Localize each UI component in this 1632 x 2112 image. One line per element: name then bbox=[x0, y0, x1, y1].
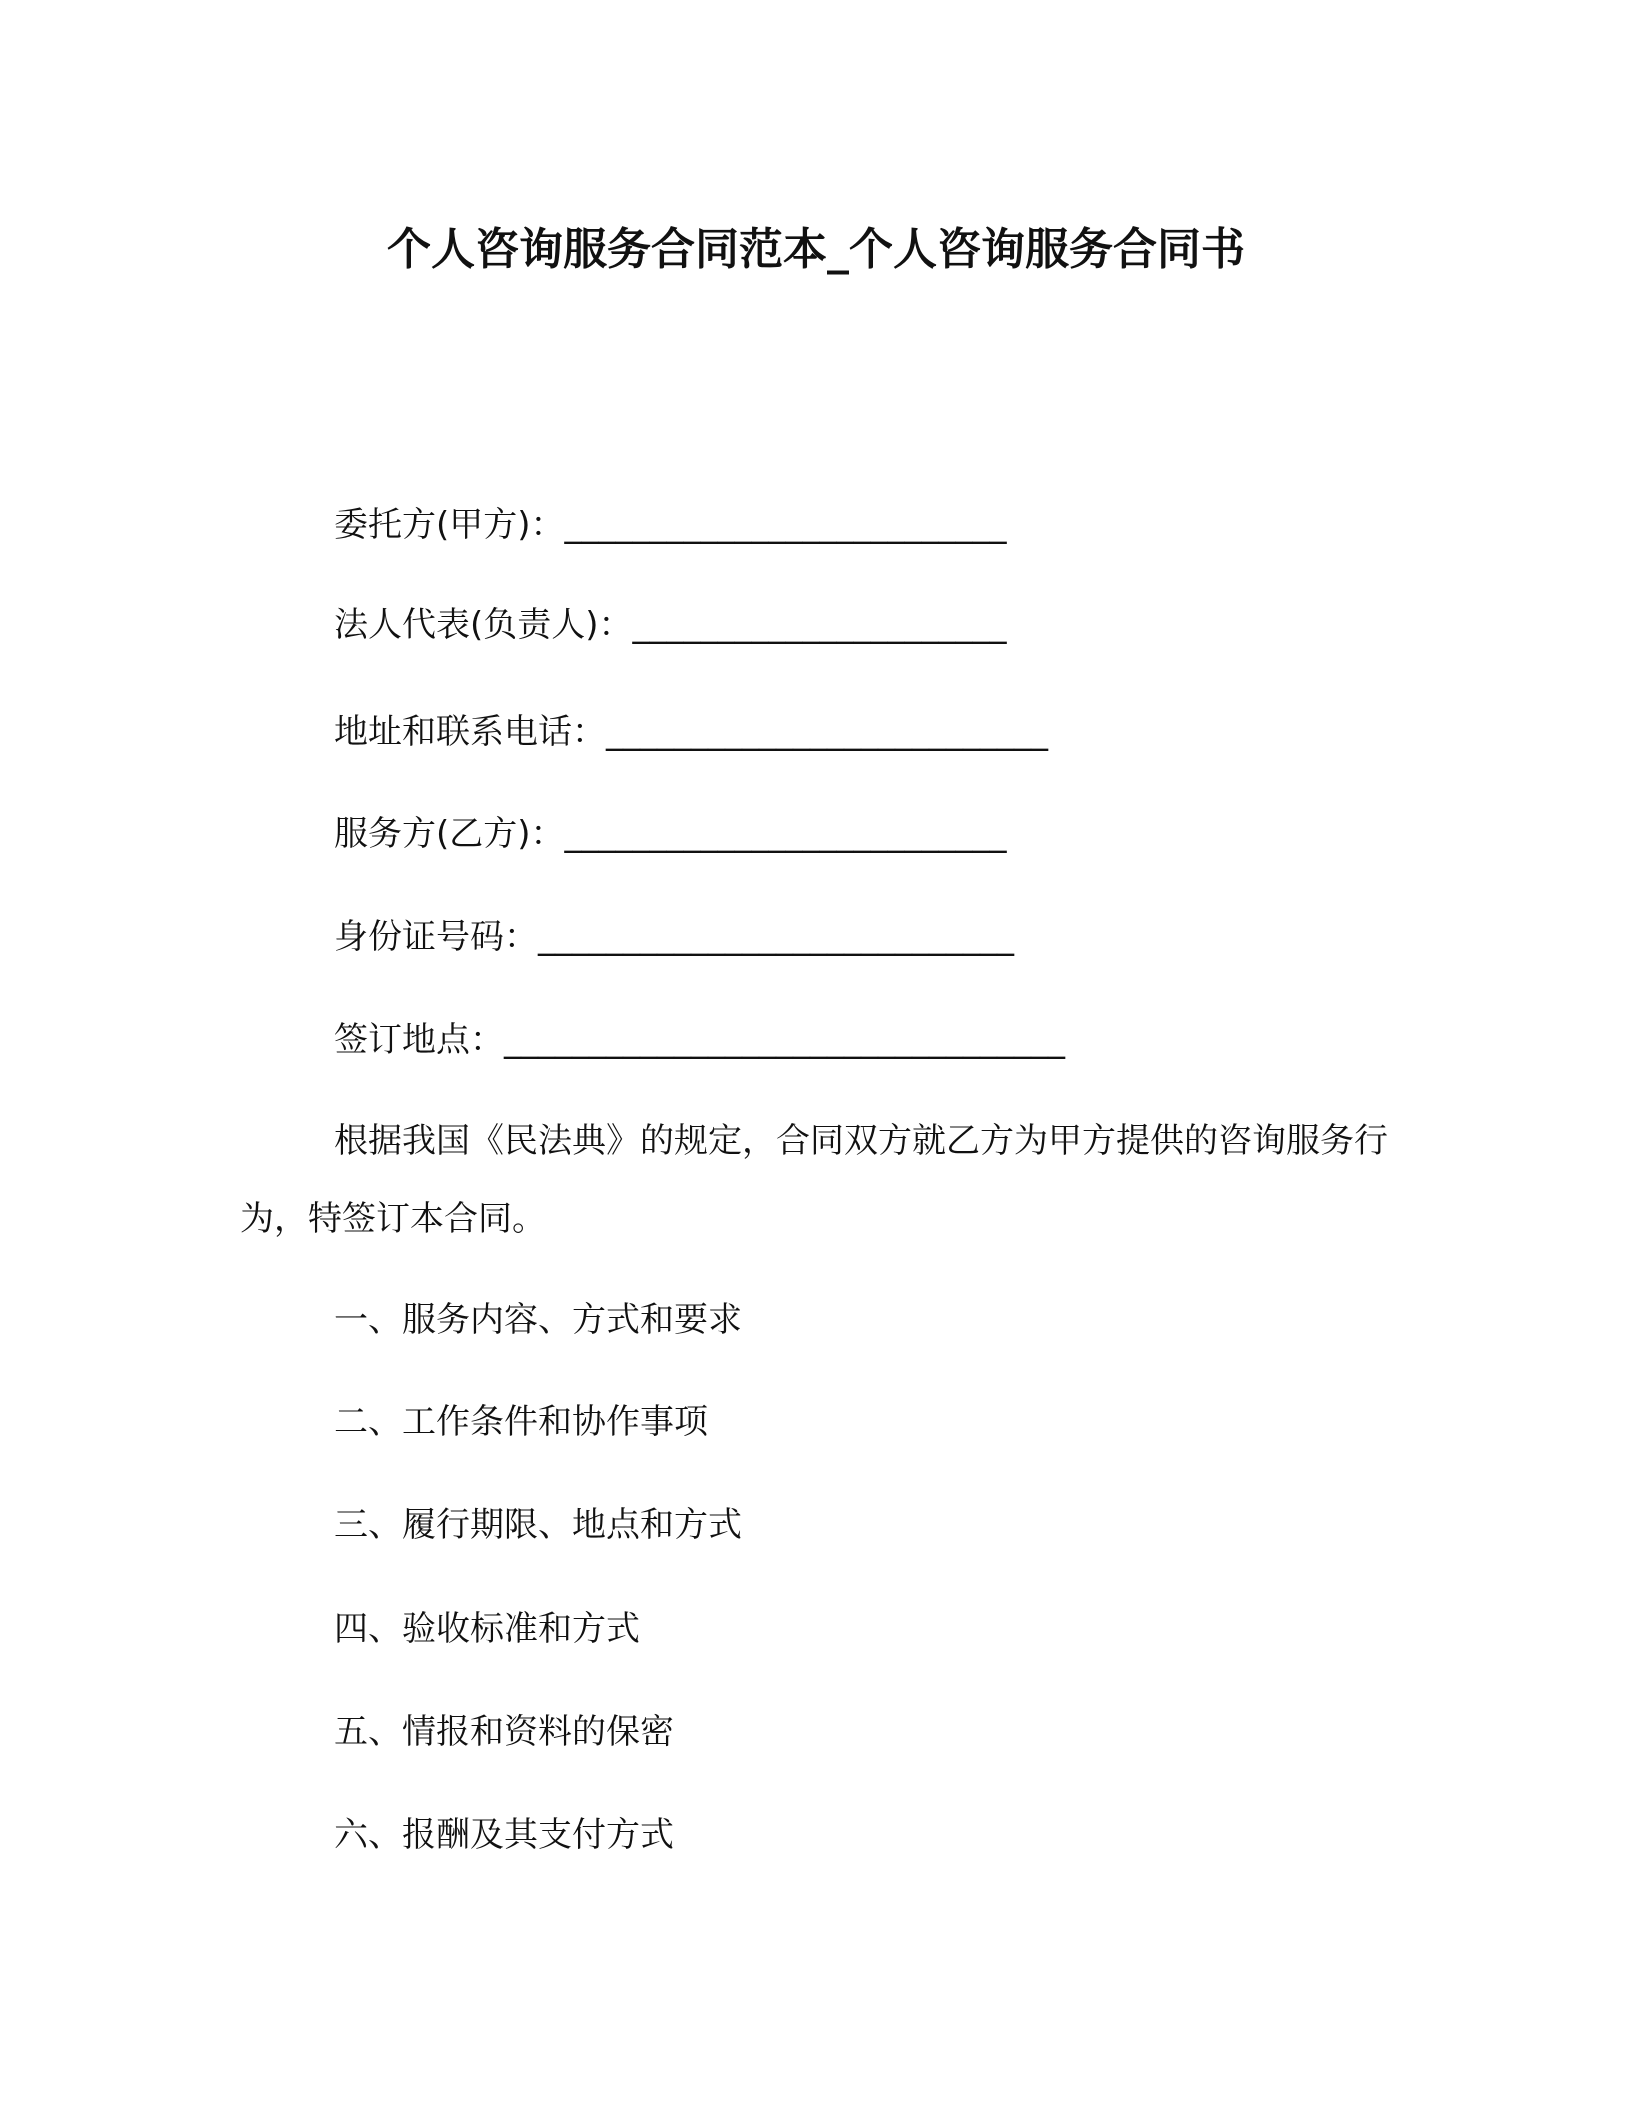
section-heading: 六、报酬及其支付方式 bbox=[334, 1815, 674, 1855]
section-heading: 三、履行期限、地点和方式 bbox=[334, 1505, 742, 1545]
field-service-provider bbox=[334, 812, 1007, 856]
field-label: 委托方(甲方)： bbox=[334, 505, 565, 545]
document-title: 个人咨询服务合同范本_个人咨询服务合同书 bbox=[387, 224, 1245, 275]
field-label: 身份证号码： bbox=[334, 917, 538, 957]
field-id-number bbox=[334, 915, 1014, 959]
field-blank: __________________________ bbox=[606, 712, 1048, 752]
field-blank: ____________________________ bbox=[538, 917, 1014, 957]
field-legal-representative bbox=[334, 603, 1007, 647]
field-blank: _________________________________ bbox=[504, 1020, 1065, 1060]
field-client bbox=[334, 503, 1007, 547]
field-label: 地址和联系电话： bbox=[334, 712, 606, 752]
section-heading: 二、工作条件和协作事项 bbox=[334, 1402, 708, 1442]
field-blank: __________________________ bbox=[564, 505, 1007, 545]
field-label: 服务方(乙方)： bbox=[334, 814, 565, 854]
field-signing-place bbox=[334, 1018, 1065, 1062]
field-label: 签订地点： bbox=[334, 1020, 504, 1060]
intro-paragraph bbox=[240, 1102, 1390, 1258]
field-blank: ______________________ bbox=[632, 605, 1007, 645]
field-label: 法人代表(负责人)： bbox=[334, 605, 633, 645]
field-address-phone bbox=[334, 710, 1048, 754]
section-heading: 四、验收标准和方式 bbox=[334, 1609, 640, 1649]
section-heading: 一、服务内容、方式和要求 bbox=[334, 1300, 742, 1340]
section-heading: 五、情报和资料的保密 bbox=[334, 1712, 674, 1752]
intro-text: 根据我国《民法典》的规定，合同双方就乙方为甲方提供的咨询服务行为，特签订本合同。 bbox=[240, 1121, 1388, 1239]
field-blank: __________________________ bbox=[564, 814, 1007, 854]
